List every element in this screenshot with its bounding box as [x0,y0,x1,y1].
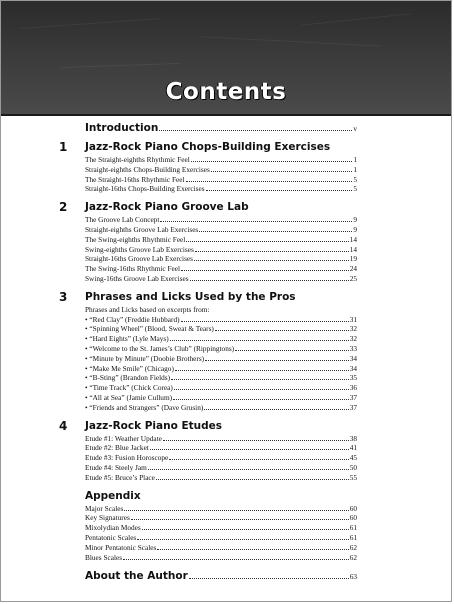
toc-entry[interactable]: The Swing-eighths Rhythmic Feel 14 [85,234,357,244]
intro-title: Introduction [85,122,159,134]
section-number: 3 [59,289,68,304]
toc-intro[interactable] [85,121,357,135]
leader-dots [189,578,349,579]
toc-entry[interactable]: Etude #1: Weather Update 38 [85,433,357,443]
appendix-title[interactable]: Appendix [85,489,141,502]
section-number: 1 [59,140,68,154]
toc-about-author[interactable] [85,569,357,583]
toc-entry[interactable]: Etude #2: Blue Jacket 41 [85,443,357,453]
toc-section-3 [59,289,357,413]
about-title: About the Author [85,570,188,583]
toc-entry[interactable]: Etude #3: Fusion Horoscope 45 [85,453,357,463]
toc-entry[interactable]: Etude #4: Steely Jam 50 [85,462,357,472]
toc-entry[interactable]: Pentatonic Scales 61 [85,532,357,542]
toc-entry[interactable]: Straight-eighths Groove Lab Exercises 9 [85,224,357,234]
toc-entry[interactable]: The Groove Lab Concept 9 [85,215,357,225]
toc-entry[interactable]: • “Friends and Strangers” (Dave Grusin) 37 [85,403,357,413]
toc-entry[interactable]: Mixolydian Modes 61 [85,523,357,533]
toc-entry[interactable]: Straight-16ths Groove Lab Exercises 19 [85,254,357,264]
toc-entry[interactable]: Major Scales 60 [85,503,357,513]
toc-entry[interactable]: • “Red Clay” (Freddie Hubbard) 31 [85,315,357,325]
toc-entry[interactable]: The Swing-16ths Rhythmic Feel 24 [85,264,357,274]
table-of-contents [59,121,357,583]
toc-entry[interactable]: Swing-16ths Groove Lab Exercises 25 [85,273,357,283]
toc-entry[interactable]: • “B-Sting” (Brandon Fields) 35 [85,373,357,383]
toc-entry[interactable]: • “Spinning Wheel” (Blood, Sweat & Tears) 32 [85,324,357,334]
intro-page: v [353,124,357,133]
toc-section-1 [59,140,357,194]
toc-entry[interactable]: • “Hard Eights” (Lyle Mays) 32 [85,334,357,344]
toc-entry[interactable]: Key Signatures 60 [85,513,357,523]
toc-entry[interactable]: The Straight-eighths Rhythmic Feel 1 [85,155,357,164]
header-banner [1,1,451,116]
toc-entry[interactable]: The Straight-16ths Rhythmic Feel 5 [85,174,357,184]
section-title[interactable]: Jazz-Rock Piano Groove Lab [85,201,249,214]
toc-entry[interactable]: • “All at Sea” (Jamie Cullum) 37 [85,393,357,403]
toc-entry[interactable]: • “Time Track” (Chick Corea) 36 [85,383,357,393]
toc-section-4 [59,418,357,483]
toc-section-2 [59,200,357,284]
page-title: Contents [165,79,287,105]
toc-entry[interactable]: • “Make Me Smile” (Chicago) 34 [85,364,357,374]
toc-entry[interactable]: Minor Pentatonic Scales 62 [85,542,357,552]
section-note: Phrases and Licks based on excerpts from: [85,304,210,314]
toc-appendix [85,489,357,563]
toc-entry[interactable]: Straight-16ths Chops-Building Exercises 5 [85,184,357,194]
toc-entry[interactable]: Etude #5: Bruce’s Place 55 [85,472,357,482]
toc-entry[interactable]: Blues Scales 62 [85,552,357,562]
section-number: 2 [59,200,68,215]
toc-entry[interactable]: • “Welcome to the St. James’s Club” (Rippingtons) 33 [85,344,357,354]
toc-entry[interactable]: Straight-eighths Chops-Building Exercises 1 [85,164,357,174]
section-title[interactable]: Jazz-Rock Piano Chops-Building Exercises [85,141,331,153]
toc-entry[interactable]: • “Minute by Minute” (Doobie Brothers) 34 [85,354,357,364]
leader-dots [159,130,352,131]
section-number: 4 [59,418,68,433]
about-page: 63 [349,572,357,582]
section-title[interactable]: Jazz-Rock Piano Etudes [85,419,223,432]
toc-entry[interactable]: Swing-eighths Groove Lab Exercises 14 [85,244,357,254]
section-title[interactable]: Phrases and Licks Used by the Pros [85,290,296,303]
